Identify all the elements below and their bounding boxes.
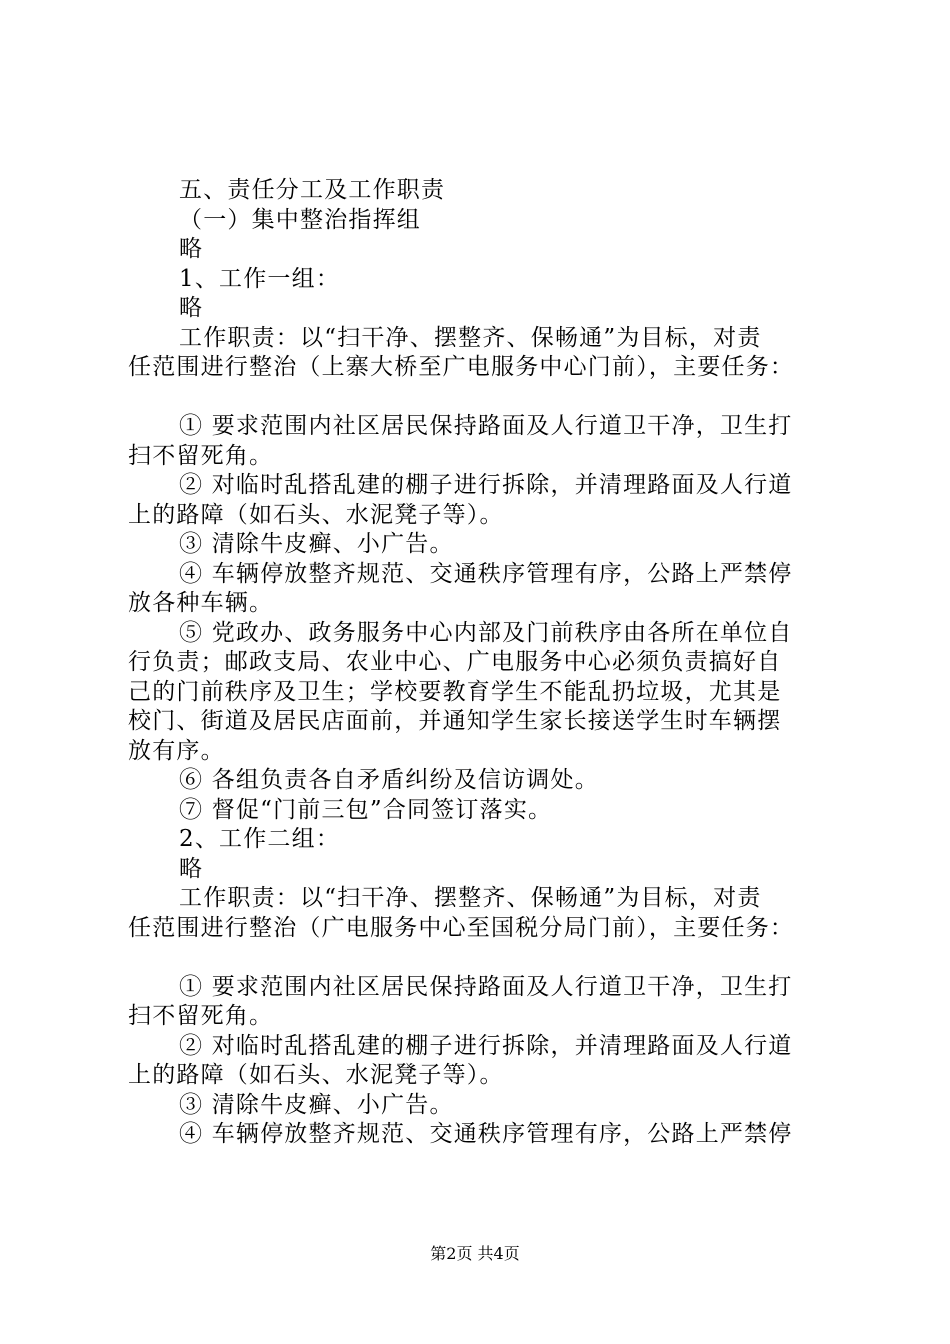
text-line: 工作职责：以“扫干净、摆整齐、保畅通”为目标，对责 <box>179 885 762 911</box>
text-line: ① 要求范围内社区居民保持路面及人行道卫干净，卫生打 <box>179 973 793 1000</box>
text-line: 任范围进行整治（广电服务中心至国税分局门前），主要任务： <box>128 914 795 941</box>
text-line: 上的路障（如石头、水泥凳子等）。 <box>128 1062 504 1088</box>
text-line: 略 <box>179 236 204 262</box>
text-line: 任范围进行整治（上寨大桥至广电服务中心门前），主要任务： <box>128 354 795 380</box>
text-line: ④ 车辆停放整齐规范、交通秩序管理有序，公路上严禁停 <box>179 1121 793 1147</box>
text-line: 校门、街道及居民店面前，并通知学生家长接送学生时车辆摆 <box>128 708 782 734</box>
text-line: ⑥ 各组负责各自矛盾纠纷及信访调处。 <box>179 767 599 793</box>
text-line: ③ 清除牛皮癣、小广告。 <box>179 531 454 557</box>
text-line: 1、工作一组： <box>179 265 341 292</box>
blank-line <box>128 943 838 973</box>
text-line: ③ 清除牛皮癣、小广告。 <box>179 1091 454 1118</box>
text-line: （一）集中整治指挥组 <box>179 206 421 233</box>
text-line: 行负责；邮政支局、农业中心、广电服务中心必须负责搞好自 <box>128 649 782 675</box>
text-line: 放有序。 <box>128 737 225 764</box>
text-line: 略 <box>179 855 204 882</box>
text-line: 2、工作二组： <box>179 826 341 852</box>
text-line: 扫不留死角。 <box>128 442 274 469</box>
text-line: ⑦ 督促“门前三包”合同签订落实。 <box>179 796 553 823</box>
page-footer: 第2页 共4页 <box>430 1244 520 1263</box>
text-line: ② 对临时乱搭乱建的棚子进行拆除，并清理路面及人行道 <box>179 1032 793 1059</box>
text-line: 扫不留死角。 <box>128 1003 274 1029</box>
document-body <box>128 176 838 1150</box>
text-line: ① 要求范围内社区居民保持路面及人行道卫干净，卫生打 <box>179 413 793 439</box>
text-line: 己的门前秩序及卫生；学校要教育学生不能乱扔垃圾，尤其是 <box>128 678 782 705</box>
text-line: 五、责任分工及工作职责 <box>179 177 446 203</box>
text-line: 略 <box>179 295 204 321</box>
text-line: ⑤ 党政办、政务服务中心内部及门前秩序由各所在单位自 <box>179 619 793 646</box>
blank-line <box>128 383 838 413</box>
text-line: 工作职责：以“扫干净、摆整齐、保畅通”为目标，对责 <box>179 324 762 351</box>
text-line: 上的路障（如石头、水泥凳子等）。 <box>128 501 504 528</box>
text-line: ② 对临时乱搭乱建的棚子进行拆除，并清理路面及人行道 <box>179 472 793 498</box>
text-line: 放各种车辆。 <box>128 590 274 616</box>
text-line: ④ 车辆停放整齐规范、交通秩序管理有序，公路上严禁停 <box>179 560 793 587</box>
